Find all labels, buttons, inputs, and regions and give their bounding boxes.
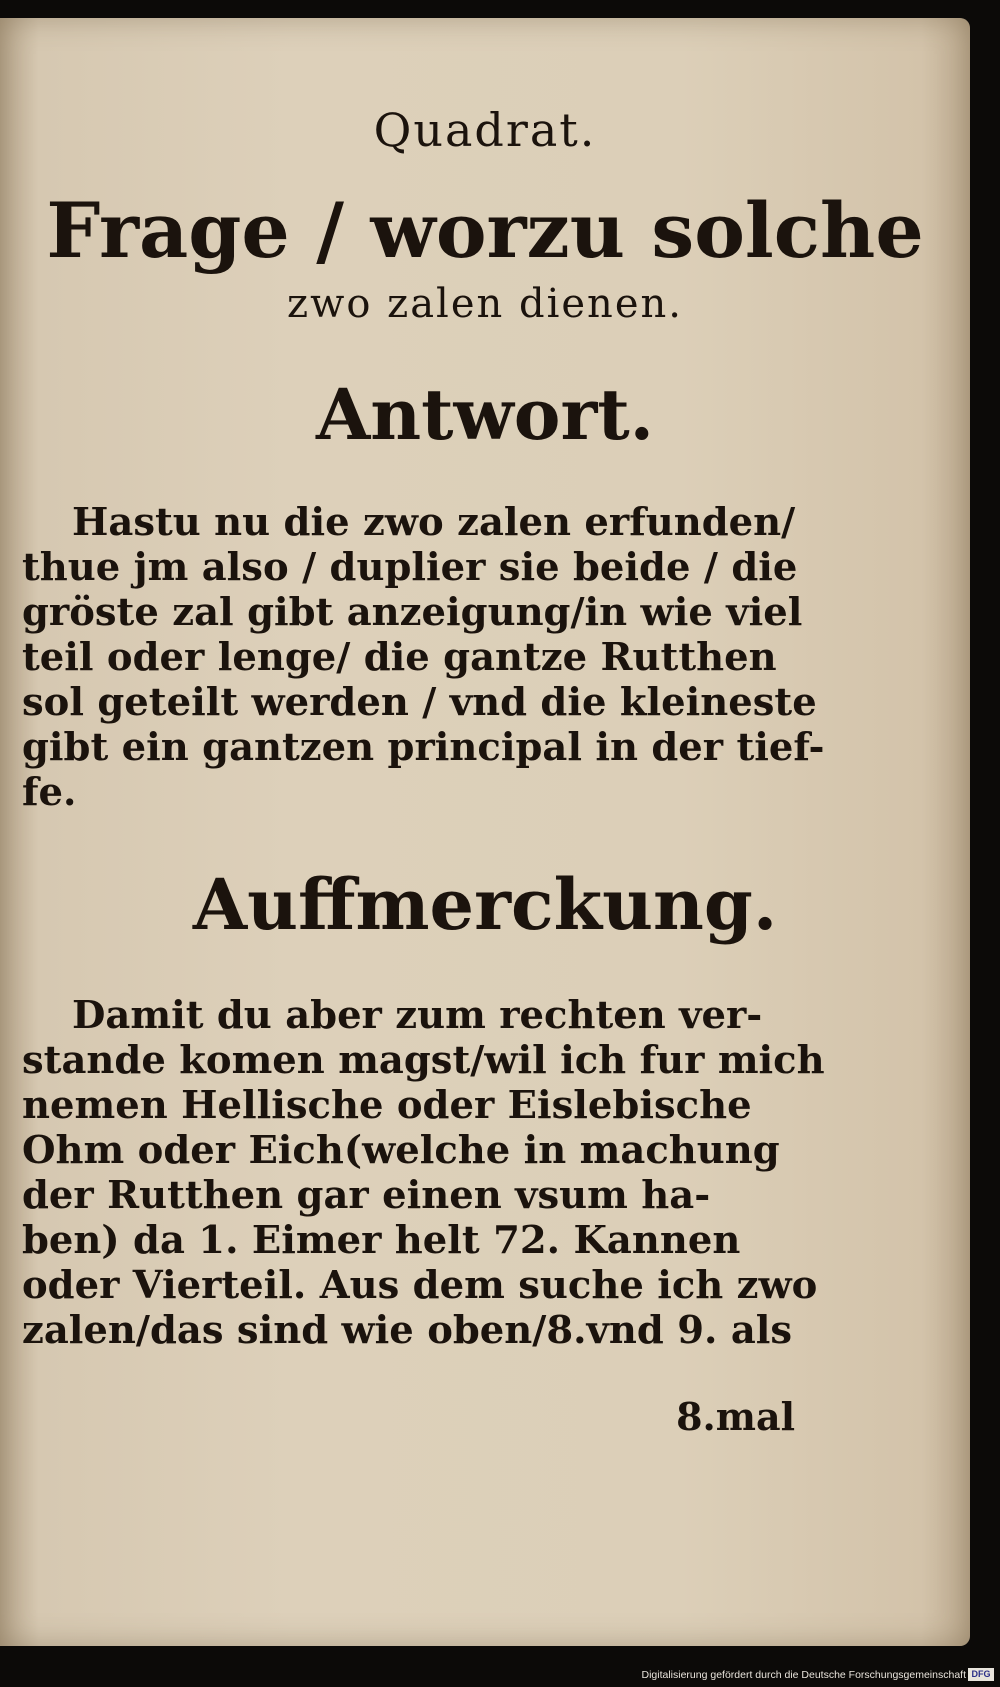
note-paragraph — [22, 993, 825, 1353]
heading-answer: Antwort. — [315, 373, 655, 456]
text-line: Damit du aber zum rechten ver- — [72, 993, 763, 1038]
text-line: thue jm also / duplier sie beide / die — [22, 545, 798, 590]
text-line: fe. — [22, 770, 77, 815]
text-line: teil oder lenge/ die gantze Rutthen — [22, 635, 777, 680]
text-line: stande komen magst/wil ich fur mich — [22, 1038, 825, 1083]
book-page — [0, 18, 970, 1646]
catchword: 8.mal — [676, 1394, 795, 1439]
text-line: gröste zal gibt anzeigung/in wie viel — [22, 590, 803, 635]
question-subtitle: zwo zalen dienen. — [287, 281, 683, 327]
text-line: Ohm oder Eich(welche in machung — [22, 1128, 780, 1173]
text-line: sol geteilt werden / vnd die kleineste — [22, 680, 817, 725]
text-line: Hastu nu die zwo zalen erfunden/ — [72, 500, 796, 545]
answer-paragraph — [22, 500, 825, 815]
text-line: nemen Hellische oder Eislebische — [22, 1083, 752, 1128]
text-line: oder Vierteil. Aus dem suche ich zwo — [22, 1263, 818, 1308]
text-line: der Rutthen gar einen vsum ha- — [22, 1173, 711, 1218]
running-head: Quadrat. — [373, 103, 597, 157]
text-line: zalen/das sind wie oben/8.vnd 9. als — [22, 1308, 793, 1353]
heading-note: Auffmerckung. — [192, 863, 778, 946]
question-title: Frage / worzu solche — [46, 186, 924, 275]
dfg-logo: DFG — [968, 1668, 994, 1681]
text-line: ben) da 1. Eimer helt 72. Kannen — [22, 1218, 741, 1263]
digitization-credit: Digitalisierung gefördert durch die Deutsche Forschungsgemeinschaft — [641, 1669, 966, 1681]
text-line: gibt ein gantzen principal in der tief- — [22, 725, 825, 770]
